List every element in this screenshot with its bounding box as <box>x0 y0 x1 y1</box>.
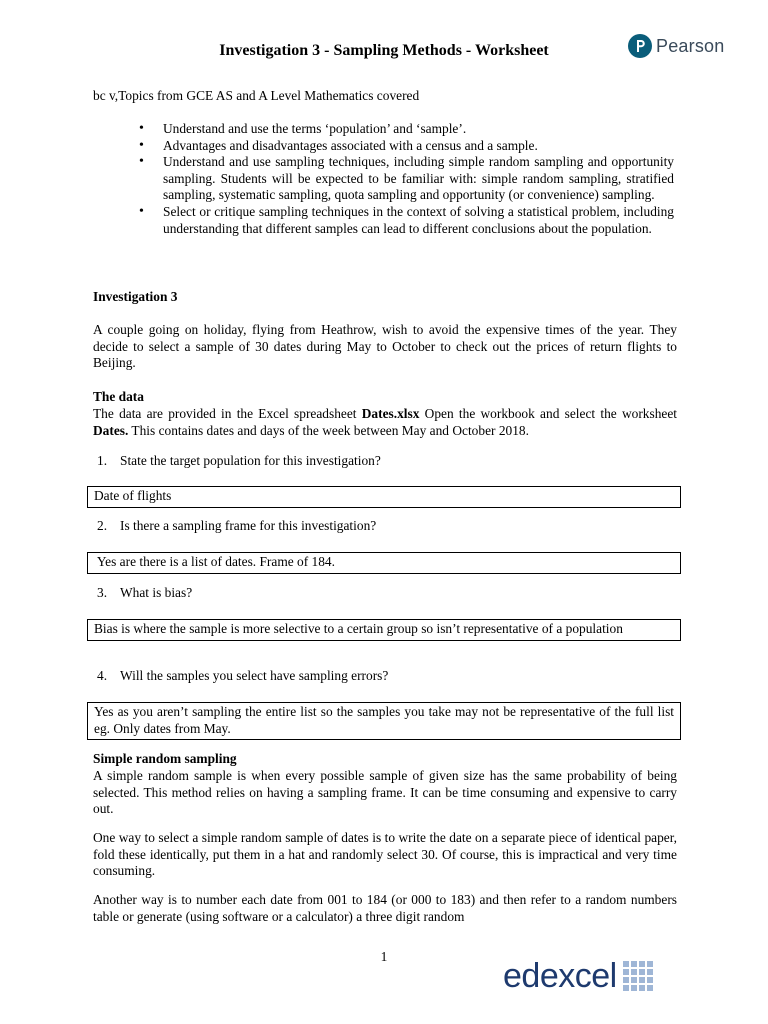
list-item: • Understand and use sampling techniques, including simple random sampling and opportunity sampling. Students will be expected to be familiar with: simple random sampling, stratified sampling, systematic sampling, quota sampling and opportunity (or convenience) sampling. <box>139 154 674 204</box>
srs-paragraph-2: One way to select a simple random sample of dates is to write the date on a separate piece of identical paper, fold these identically, put them in a hat and randomly select 30. Of course, this is impractical and very time consuming. <box>93 830 677 879</box>
answer-box-2: Yes are there is a list of dates. Frame of 184. <box>87 552 681 574</box>
srs-paragraph-3: Another way is to number each date from 001 to 184 (or 000 to 183) and then refer to a random numbers table or generate (using software or a calculator) a three digit random <box>93 892 677 924</box>
file-name: Dates.xlsx <box>361 406 420 421</box>
data-text: The data are provided in the Excel spreadsheet Dates.xlsx Open the workbook and select the worksheet Dates. This contains dates and days of the week between May and October 2018. <box>93 406 677 438</box>
question-1: 1. State the target population for this investigation? <box>97 453 381 468</box>
srs-paragraph-1: A simple random sample is when every possible sample of given size has the same probability of being selected. This method relies on having a sampling frame. It can be time consuming and expensive to carry out. <box>93 768 677 817</box>
page-title: Investigation 3 - Sampling Methods - Worksheet <box>219 42 549 59</box>
pearson-p-icon <box>628 34 652 58</box>
edexcel-logo <box>503 956 653 996</box>
question-3: 3. What is bias? <box>97 585 193 600</box>
pearson-wordmark: Pearson <box>656 35 725 56</box>
intro-line: bc v,Topics from GCE AS and A Level Mathematics covered <box>93 88 420 103</box>
list-item: • Advantages and disadvantages associated with a census and a sample. <box>139 138 674 155</box>
investigation-heading: Investigation 3 <box>93 289 178 304</box>
edexcel-grid-icon <box>623 961 653 991</box>
data-heading: The data <box>93 389 144 404</box>
question-2: 2. Is there a sampling frame for this investigation? <box>97 518 377 533</box>
investigation-text: A couple going on holiday, flying from Heathrow, wish to avoid the expensive times of the year. They decide to select a sample of 30 dates during May to October to check out the prices of return flights to Beijing. <box>93 322 677 371</box>
page-number: 1 <box>380 949 388 964</box>
srs-heading: Simple random sampling <box>93 751 237 766</box>
sheet-name: Dates. <box>93 422 129 438</box>
list-item: • Understand and use the terms ‘population’ and ‘sample’. <box>139 121 674 138</box>
question-4: 4. Will the samples you select have sampling errors? <box>97 668 389 683</box>
answer-box-4: Yes as you aren’t sampling the entire list so the samples you take may not be representative of the full list eg. Only dates from May. <box>87 702 681 740</box>
answer-box-1: Date of flights <box>87 486 681 508</box>
pearson-logo <box>628 34 724 58</box>
list-item: • Select or critique sampling techniques in the context of solving a statistical problem, including understanding that different samples can lead to different conclusions about the population. <box>139 204 674 237</box>
topics-list <box>139 121 674 237</box>
edexcel-wordmark: edexcel <box>503 957 617 995</box>
answer-box-3: Bias is where the sample is more selective to a certain group so isn’t representative of a population <box>87 619 681 641</box>
